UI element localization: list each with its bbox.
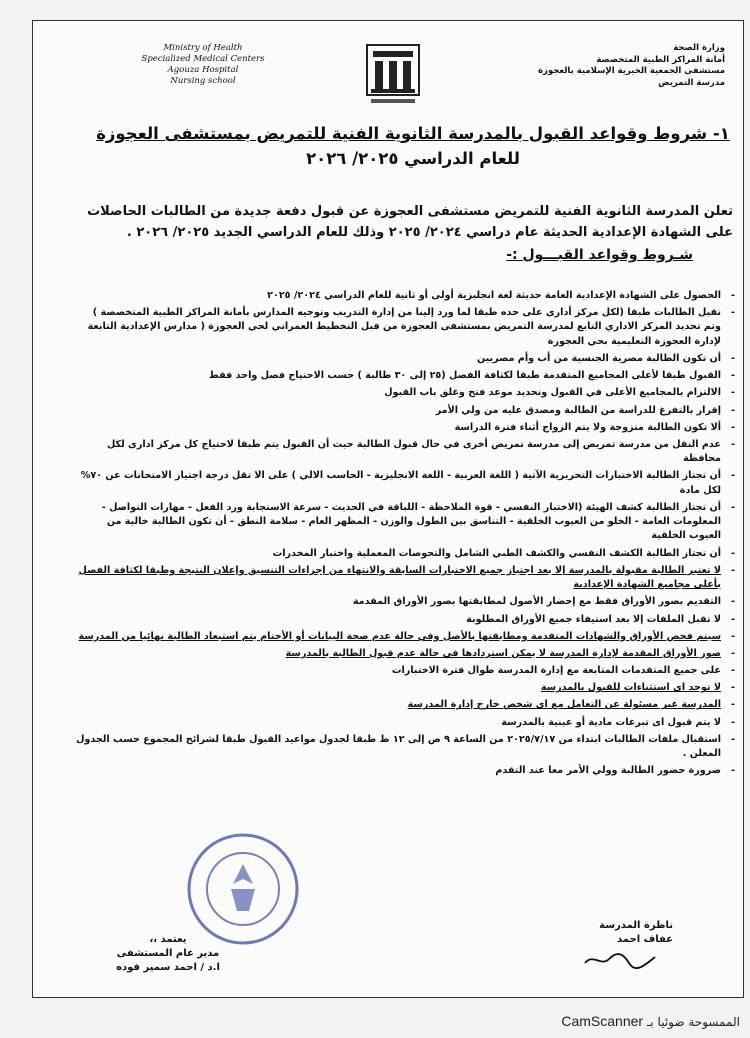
- footer-prefix: الممسوحة ضوئيا بـ: [646, 1015, 740, 1029]
- title-line-2: للعام الدراسي ٢٠٢٥/ ٢٠٢٦: [306, 149, 520, 168]
- list-item: [73, 547, 735, 561]
- header-ar-line: أمانة المراكز الطبية المتخصصة: [596, 54, 725, 65]
- list-item-text: المدرسة غير مسئولة عن التعامل مع اى شخص خارج إدارة المدرسة: [407, 699, 721, 711]
- section-title: شـروط وقواعد القبـــول :-: [506, 247, 693, 263]
- footer-brand: CamScanner: [561, 1013, 644, 1029]
- list-item-text: لا تعتبر الطالبة مقبولة بالمدرسة إلا بعد اجتياز جميع الاختبارات السابقة والانتهاء من إجراءات التنسيق وإعلان النتيجة وطبقا لكثافة الفصل بأعلى مجاميع الشهادة الإعدادية: [78, 564, 721, 591]
- list-item: [73, 386, 735, 400]
- header-ar-line: مستشفى الجمعية الخيرية الإسلامية بالعجوزة: [538, 66, 725, 76]
- conditions-list: [73, 289, 735, 782]
- scanner-footer: [561, 1013, 740, 1029]
- list-item-text: أن تجتاز الطالبة الكشف النفسي والكشف الطبي الشامل والتحوصات المعملية واختبار المخدرات: [272, 547, 721, 559]
- list-item-text: سيتم فحص الأوراق والشهادات المتقدمة ومطابقتها بالأصل وفي حالة عدم صحة البيانات أو الأختام يتم استبعاد الطالبة نهائيا من المدرسة: [78, 630, 721, 642]
- signature-line: عفاف احمد: [617, 934, 673, 945]
- signature-line: يعتمد ،،: [149, 934, 187, 945]
- header-en-line: Specialized Medical Centers: [141, 54, 265, 64]
- list-item-text: الالتزام بالمجاميع الأعلى في القبول وتحديد موعد فتح وغلق باب القبول: [384, 387, 721, 399]
- list-item-text: التقديم بصور الأوراق فقط مع إحضار الأصول لمطابقتها بصور الأوراق المقدمة: [352, 596, 721, 608]
- header-en-line: Nursing school: [170, 76, 236, 86]
- director-signature: [103, 933, 233, 975]
- list-item: [73, 630, 735, 644]
- header-ar-line: مدرسة التمريض: [658, 77, 725, 88]
- list-item-text: أن تكون الطالبة مصرية الجنسية من أب وأم مصريين: [476, 352, 721, 364]
- list-item: [73, 733, 735, 762]
- list-item-text: الحصول على الشهادة الإعدادية العامة حديثة لغة انجليزية أولى أو ثانية للعام الدراسي ٢٠٢٤/ ٢٠٢٥: [267, 290, 721, 301]
- list-item-text: على جميع المتقدمات المتابعة مع إدارة المدرسة طوال فترة الاختبارات: [391, 665, 721, 677]
- header-ar-line: وزارة الصحة: [673, 43, 725, 53]
- list-item-text: ضرورة حضور الطالبة وولي الأمر معا عند التقدم: [495, 765, 721, 777]
- intro-paragraph: تعلن المدرسة الثانوية الفنية للتمريض مستشفى العجوزة عن قبول دفعة جديدة من الطالبات الحاصلات على الشهادة الإعدادية الحديثة عام دراسي ٢٠٢٤/ ٢٠٢٥ وذلك للعام الدراسي الجديد ٢٠٢٥/ ٢٠٢٦ .: [87, 204, 733, 240]
- list-item: [73, 681, 735, 695]
- signature-line: ناظرة المدرسة: [599, 920, 673, 931]
- title-line-1: ١- شروط وقواعد القبول بالمدرسة الثانوية الفنية للتمريض بمستشفى العجوزة: [96, 124, 730, 143]
- list-item: [73, 613, 735, 627]
- building-logo-icon: [363, 39, 423, 109]
- list-item: [73, 369, 735, 383]
- signature-line: ا.د / احمد سمير فوده: [116, 962, 220, 973]
- list-item-text: استقبال ملفات الطالبات ابتداء من ٢٠٢٥/٧/١٧ من الساعة ٩ ص إلى ١٢ ظ طبقا لجدول مواعيد القبول طبقا لشرائح المجموع حسب الجدول المعلن .: [76, 733, 721, 760]
- list-item: [73, 306, 735, 349]
- list-item: [73, 764, 735, 778]
- signature-line: مدير عام المستشفى: [116, 948, 220, 959]
- list-item: [73, 698, 735, 712]
- header-en-line: Agouza Hospital: [167, 65, 239, 75]
- list-item-text: إقرار بالتفرغ للدراسة من الطالبة ومصدق عليه من ولي الأمر: [435, 404, 721, 416]
- list-item: [73, 438, 735, 467]
- list-item-text: القبول طبقا لأعلى المجاميع المتقدمة طبقا لكثافة الفصل (٢٥ إلى ٣٠ طالبة ) حسب الاحتياج فصل واحد فقط: [208, 370, 721, 382]
- header-arabic: [515, 43, 725, 89]
- handwritten-signature-icon: [583, 951, 658, 969]
- list-item: [73, 501, 735, 544]
- seal-stamp-icon: [183, 829, 303, 949]
- list-item: [73, 564, 735, 593]
- list-item-text: صور الأوراق المقدمة لإدارة المدرسة لا يمكن استردادها في حالة عدم قبول الطالبة بالمدرسة: [285, 647, 721, 659]
- list-item: [73, 595, 735, 609]
- document-page: [32, 20, 744, 998]
- list-item-text: أن تجتاز الطالبة الاختبارات التحريرية الآتية ( اللغة العربية - اللغة الانجليزية - الحاسب الالي ) على الا تقل درجة اجتياز الامتحانات عن ٧٠% لكل مادة: [80, 470, 721, 496]
- list-item: [73, 647, 735, 661]
- list-item: [73, 421, 735, 435]
- list-item-text: لا يتم قبول اى تبرعات مادية أو عينية بالمدرسة: [501, 716, 721, 728]
- list-item-text: تقبل الطالبات طبقا (لكل مركز أدارى على حده طبقا لما ورد إلينا من إدارة التدريب وتوجيه المدارس بأمانة المراكز الطبية المتخصصة ) وتم تحديد المركز الاداري التابع لمدرسة التمريض بمستشفى العجوزة من قبل التخطيط العمراني لحي العجوزة ( مدارس الإعدادية التابعة لإدارة العجوزة التعليمية بحي العجوزة: [87, 307, 721, 347]
- list-item: [73, 469, 735, 498]
- list-item-text: ألا تكون الطالبة متزوجة ولا يتم الزواج أثناء فترة الدراسة: [454, 421, 721, 433]
- list-item-text: لا توجد اى استثناءات للقبول بالمدرسة: [540, 682, 721, 694]
- list-item-text: عدم النقل من مدرسة تمريض إلى مدرسة تمريض أخرى في حال قبول الطالبة حيث أن القبول يتم طبقا لاحتياج كل مركز ادارى لكل محافظة: [106, 438, 721, 465]
- list-item-text: لا تقبل الملفات إلا بعد استيفاء جميع الأوراق المطلوبة: [466, 613, 721, 625]
- list-item: [73, 716, 735, 730]
- list-item: [73, 404, 735, 418]
- list-item: [73, 352, 735, 366]
- page-title: [93, 121, 733, 171]
- list-item-text: أن تجتاز الطالبة كشف الهيئة (الاختبار النفسي - قوة الملاحظة - اللباقة في الحديث - سرعة الاستجابة ورد الفعل - مهارات التواصل - المعلومات العامة - الخلو من العيوب الخلقية - التناسق بين الطول والوزن - المظهر العام - سلامة النطق - أن تكون الطالبة خالية من العيوب الخلقية: [101, 501, 721, 542]
- principal-signature: [599, 919, 673, 947]
- list-item: [73, 664, 735, 678]
- header-en-line: Ministry of Health: [163, 43, 243, 53]
- list-item: [73, 289, 735, 303]
- header-english: [128, 43, 278, 87]
